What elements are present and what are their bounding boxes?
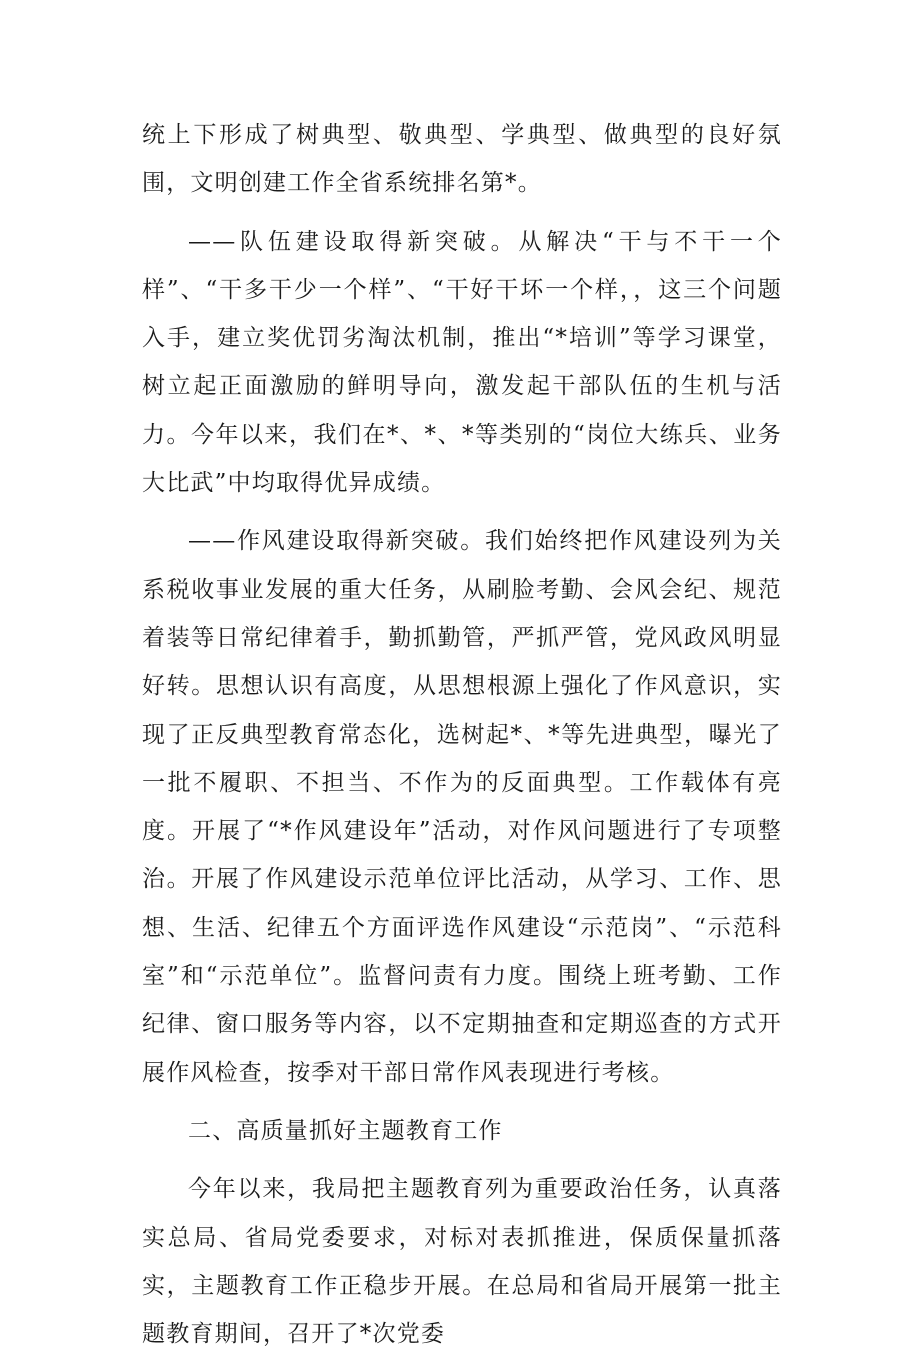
paragraph-work-style: ——作风建设取得新突破。我们始终把作风建设列为关系税收事业发展的重大任务，从刷脸考勤、会风会纪、规范着装等日常纪律着手，勤抓勤管，严抓严管，党风政风明显好转。思想认识有高度，从思想根源上强化了作风意识，实现了正反典型教育常态化，选树起*、*等先进典型，曝光了一批不履职、不担当、不作为的反面典型。工作载体有亮度。开展了“*作风建设年”活动，对作风问题进行了专项整治。开展了作风建设示范单位评比活动，从学习、工作、思想、生活、纪律五个方面评选作风建设“示范岗”、“示范科室”和“示范单位”。监督问责有力度。围绕上班考勤、工作纪律、窗口服务等内容，以不定期抽查和定期巡查的方式开展作风检查，按季对干部日常作风表现进行考核。 bbox=[142, 528, 782, 1086]
document-body bbox=[142, 111, 782, 1358]
paragraph-theme-education: 今年以来，我局把主题教育列为重要政治任务，认真落实总局、省局党委要求，对标对表抓推进，保质保量抓落实，主题教育工作正稳步开展。在总局和省局开展第一批主题教育期间，召开了*次党委 bbox=[142, 1176, 782, 1348]
section-heading: 二、高质量抓好主题教育工作 bbox=[188, 1117, 503, 1144]
paragraph-continuation: 统上下形成了树典型、敬典型、学典型、做典型的良好氛围，文明创建工作全省系统排名第*。 bbox=[142, 122, 782, 197]
paragraph-team-building: ——队伍建设取得新突破。从解决“干与不干一个样”、“干多干少一个样”、“干好干坏一个样，，这三个问题入手，建立奖优罚劣淘汰机制，推出“*培训”等学习课堂，树立起正面激励的鲜明导向，激发起干部队伍的生机与活力。今年以来，我们在*、*、*等类别的“岗位大练兵、业务大比武”中均取得优异成绩。 bbox=[142, 228, 782, 497]
